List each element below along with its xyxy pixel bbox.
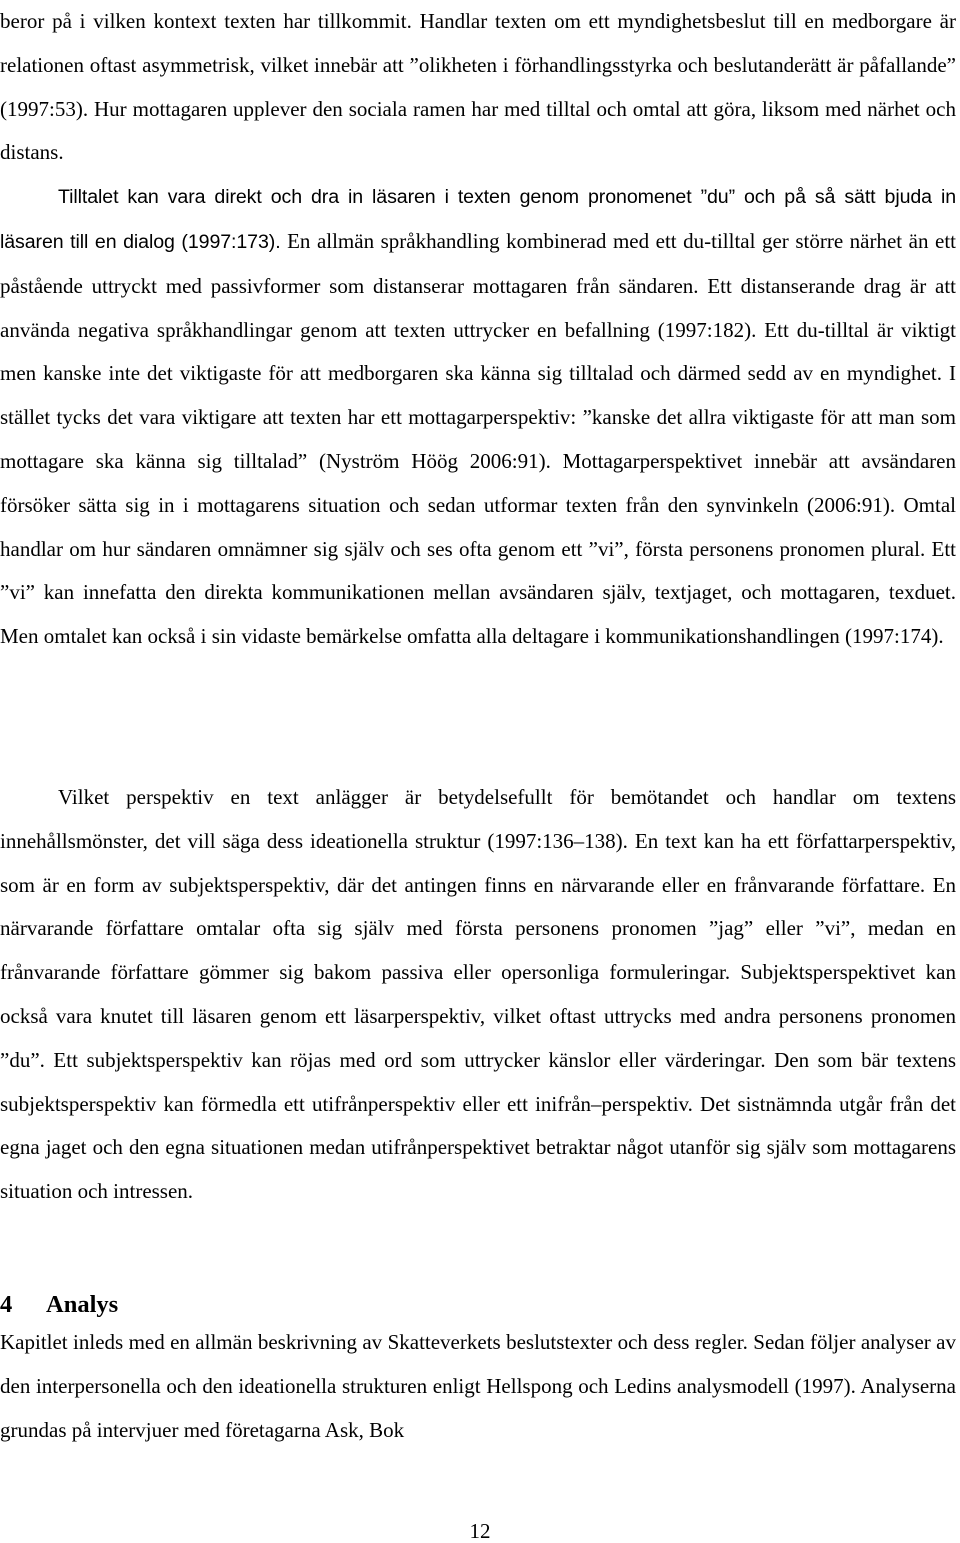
section-number: 4 <box>0 1291 13 1318</box>
paragraph-text: Vilket perspektiv en text anlägger är betydelsefullt för bemötandet och handlar om textens innehållsmönster, det vill säga dess ideationella struktur (1997:136–138). En text kan ha ett författarperspektiv, som är en form av subjektsperspektiv, där det antingen finns en närvarande eller en frånvarande författare. En närvarande författare omtalar ofta sig själv med första personens pronomen ”jag” eller ”vi”, medan en frånvarande författare gömmer sig bakom passiva eller opersonliga formuleringar. Subjektsperspektivet kan också vara knutet till läsaren genom ett läsarperspektiv, vilket oftast uttrycks med andra personens pronomen ”du”. Ett subjektsperspektiv kan röjas med ord som uttrycker känslor eller värderingar. Den som bär textens subjektsperspektiv kan förmedla ett utifrånperspektiv eller ett inifrån–perspektiv. Det sistnämnda utgår från det egna jaget och den egna situationen medan utifrånperspektivet betraktar något utanför sig själv som mottagarens situation och intressen. <box>0 785 956 1204</box>
section-heading <box>0 1287 118 1323</box>
paragraph-text-run-sans: Tilltalet kan vara direkt och dra in läsaren i texten genom pronomenet ”du” och på så sätt bjuda in läsaren till en dialog (1997:173). <box>0 186 956 253</box>
paragraph-text: Kapitlet inleds med en allmän beskrivning av Skatteverkets beslutstexter och dess regler. Sedan följer analyser av den interpersonella och den ideationella strukturen enligt Hellspong och Ledins analysmodell (1997). Analyserna grundas på intervjuer med företagarna Ask, Bok <box>0 1330 956 1442</box>
body-paragraph-perspective-relation <box>0 0 956 659</box>
page-number: 12 <box>469 1519 491 1543</box>
section-title: Analys <box>46 1291 119 1318</box>
paragraph-text-run: beror på i vilken kontext texten har tillkommit. Handlar texten om ett myndighetsbeslut till en medborgare är relationen oftast asymmetrisk, vilket innebär att ”olikheten i förhandlingsstyrka och beslutanderätt är påfallande” (1997:53). Hur mottagaren upplever den sociala ramen har med tilltal och omtal att göra, liksom med närhet och distans. <box>0 9 956 165</box>
paragraph-text-run: En allmän språkhandling kombinerad med ett du-tilltal ger större närhet än ett påstående uttryckt med passivformer som distanserar mottagaren från sändaren. Ett distanserande drag är att använda negativa språkhandlingar genom att texten uttrycker en befallning (1997:182). Ett du-tilltal är viktigt men kanske inte det viktigaste för att medborgaren ska känna sig tilltalad och därmed sedd av en myndighet. I stället tycks det vara viktigare att texten har ett mottagarperspektiv: ”kanske det allra viktigaste för att man som mottagare ska känna sig tilltalad” (Nyström Höög 2006:91). Mottagarperspektivet innebär att avsändaren försöker sätta sig in i mottagarens situation och sedan utformar texten från den synvinkeln (2006:91). Omtal handlar om hur sändaren omnämner sig själv och ses ofta genom ett ”vi”, första personens pronomen plural. Ett ”vi” kan innefatta den direkta kommunikationen mellan avsändaren själv, textjaget, och mottagaren, texduet. Men omtalet kan också i sin vidaste bemärkelse omfatta alla deltagare i kommunikationshandlingen (1997:174). <box>0 228 956 649</box>
body-paragraph-ideational-perspective <box>0 776 956 1214</box>
body-paragraph-analysis-intro <box>0 1321 956 1452</box>
